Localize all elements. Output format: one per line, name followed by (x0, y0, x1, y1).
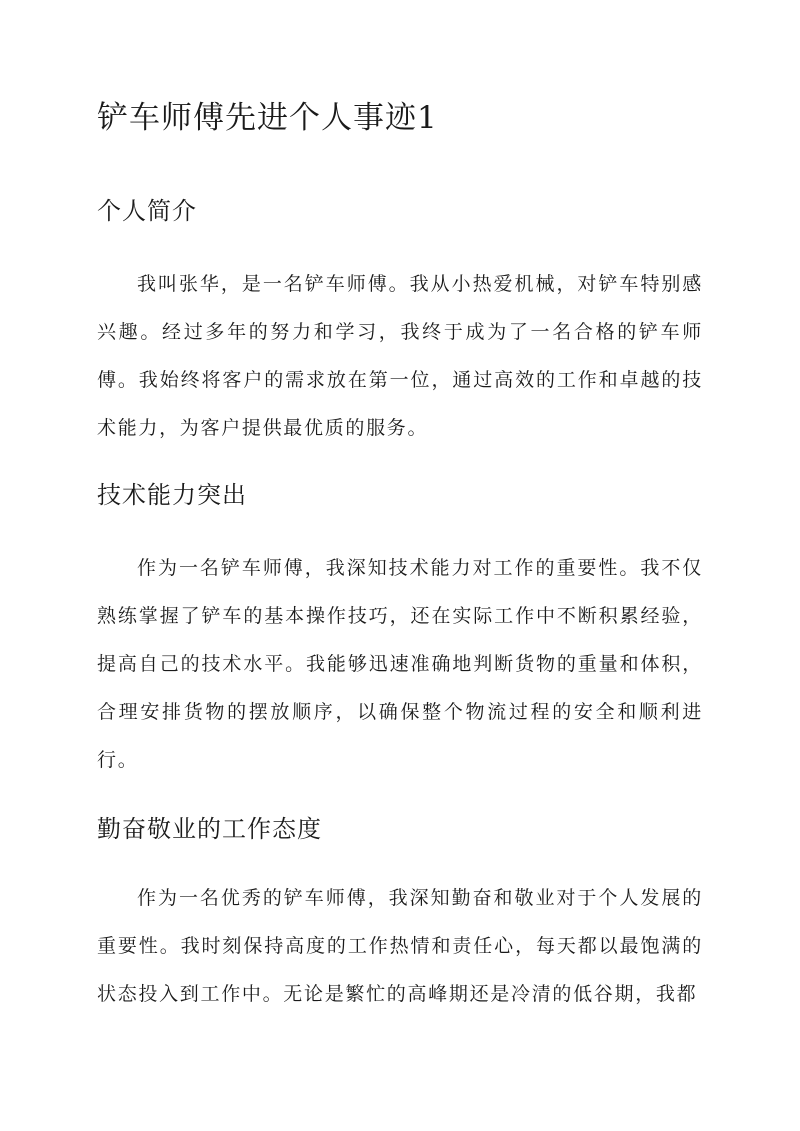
section-paragraph-personal-intro: 我叫张华，是一名铲车师傅。我从小热爱机械，对铲车特别感兴趣。经过多年的努力和学习，我终于成为了一名合格的铲车师傅。我始终将客户的需求放在第一位，通过高效的工作和卓越的技术能力，为客户提供最优质的服务。 (97, 273, 703, 439)
section-heading-work-attitude: 勤奋敬业的工作态度 (97, 815, 322, 843)
document-title: 铲车师傅先进个人事迹1 (97, 100, 438, 136)
section-heading-technical-skills: 技术能力突出 (97, 481, 247, 509)
section-paragraph-work-attitude: 作为一名优秀的铲车师傅，我深知勤奋和敬业对于个人发展的重要性。我时刻保持高度的工作热情和责任心，每天都以最饱满的状态投入到工作中。无论是繁忙的高峰期还是冷清的低谷期，我都 (97, 887, 703, 1005)
section-paragraph-technical-skills: 作为一名铲车师傅，我深知技术能力对工作的重要性。我不仅熟练掌握了铲车的基本操作技巧，还在实际工作中不断积累经验，提高自己的技术水平。我能够迅速准确地判断货物的重量和体积，合理安排货物的摆放顺序，以确保整个物流过程的安全和顺利进行。 (97, 557, 703, 771)
section-heading-personal-intro: 个人简介 (97, 197, 197, 225)
